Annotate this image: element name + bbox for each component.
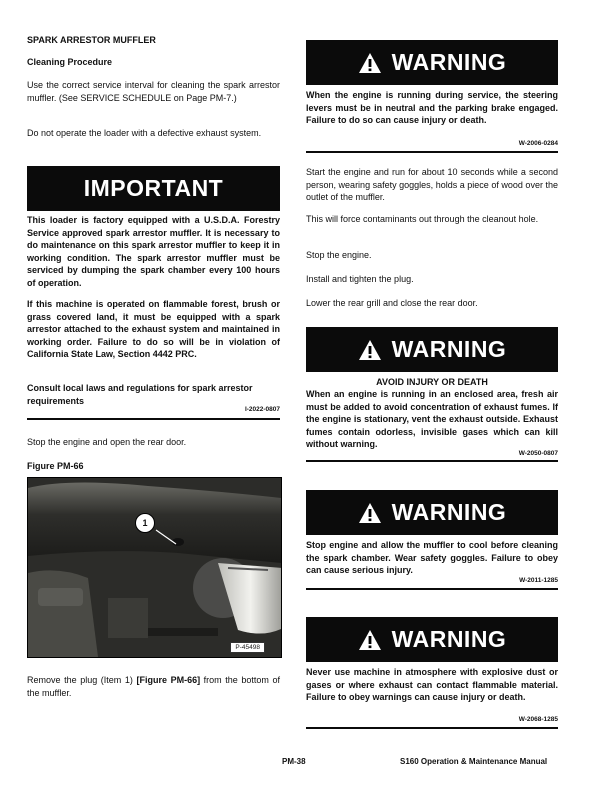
step-open-door: Stop the engine and open the rear door. xyxy=(27,437,187,447)
warning-header-4 xyxy=(306,617,558,662)
warning-text-4: Never use machine in atmosphere with explosive dust or gases or where exhaust can contact flammable material. Failure to obey warnings can cause injury or death. xyxy=(306,667,558,703)
warning-code-3: W-2011-1285 xyxy=(519,577,558,584)
warning-word: WARNING xyxy=(391,626,507,652)
step-start-engine: Start the engine and run for about 10 seconds while a second person, wearing safety goggles, holds a piece of wood over the outlet of the muffler. xyxy=(306,167,558,203)
important-text-1: This loader is factory equipped with a U.S.D.A. Forestry Service approved spark arrestor muffler. It is necessary to do maintenance on this spark arrestor muffler to keep it in working condition. The spark arrestor muffler must be serviced by dumping the spark chamber every 100 hours of operation. xyxy=(27,215,280,288)
section-title: SPARK ARRESTOR MUFFLER xyxy=(27,35,156,45)
warning-word: WARNING xyxy=(391,49,507,75)
step-lower-grill: Lower the rear grill and close the rear door. xyxy=(306,298,478,308)
warning-rule-1 xyxy=(306,151,558,153)
warning-triangle-icon xyxy=(358,52,382,74)
page-number: PM-38 xyxy=(282,757,306,766)
step-install-plug: Install and tighten the plug. xyxy=(306,274,414,284)
manual-title: S160 Operation & Maintenance Manual xyxy=(400,757,548,766)
warning-header-3 xyxy=(306,490,558,535)
warning-word: WARNING xyxy=(391,336,507,362)
important-rule xyxy=(27,418,280,420)
warning-text-3: Stop engine and allow the muffler to cool before cleaning the spark chamber. Wear safety goggles. Failure to obey can cause serious injury. xyxy=(306,540,558,576)
step-remove-plug: Remove the plug (Item 1) [Figure PM-66] from the bottom of the muffler. xyxy=(27,675,280,698)
warning-triangle-icon xyxy=(358,629,382,651)
step-force-contaminants: This will force contaminants out through the cleanout hole. xyxy=(306,214,539,224)
important-text-2: If this machine is operated on flammable forest, brush or grass covered land, it must be equipped with a spark arrestor attached to the exhaust system and maintained in working order. Failure to do so will be in violation of California State Law, Section 4442 PRC. xyxy=(27,299,280,360)
warning-text-2: When an engine is running in an enclosed area, fresh air must be added to avoid concentration of exhaust fumes. If the engine is stationary, vent the exhaust outside. Exhaust fumes contain odorless, invisible gases which can kill without warning. xyxy=(306,389,558,450)
important-text-3: Consult local laws and regulations for spark arrestor requirements xyxy=(27,383,253,406)
warning-word: WARNING xyxy=(391,499,507,525)
muffler-illustration xyxy=(28,478,281,657)
figure-title: Figure PM-66 xyxy=(27,461,84,471)
callout-item-1: 1 xyxy=(135,513,155,533)
warning-text-1: When the engine is running during service, the steering levers must be in neutral and the parking brake engaged. Failure to do so can cause injury or death. xyxy=(306,90,558,126)
warning-rule-2 xyxy=(306,460,558,462)
step-stop-engine: Stop the engine. xyxy=(306,250,372,260)
defect-paragraph: Do not operate the loader with a defective exhaust system. xyxy=(27,128,262,138)
warning-header-2 xyxy=(306,327,558,372)
warning-rule-3 xyxy=(306,588,558,590)
figure-muffler-photo xyxy=(27,477,282,658)
warning-triangle-icon xyxy=(358,502,382,524)
figure-code: P-45498 xyxy=(230,642,265,653)
warning-triangle-icon xyxy=(358,339,382,361)
important-header: IMPORTANT xyxy=(27,166,280,211)
warning-code-2: W-2050-0807 xyxy=(518,450,558,457)
important-code: I-2022-0807 xyxy=(244,406,280,413)
warning-code-4: W-2068-1285 xyxy=(518,716,558,723)
warning-rule-4 xyxy=(306,727,558,729)
warning-code-1: W-2006-0284 xyxy=(518,140,558,147)
warning-subheader-2: AVOID INJURY OR DEATH xyxy=(376,377,488,387)
intro-paragraph: Use the correct service interval for cleaning the spark arrestor muffler. (See SERVICE SCHEDULE on Page PM-7.) xyxy=(27,80,280,103)
warning-header-1 xyxy=(306,40,558,85)
subtitle: Cleaning Procedure xyxy=(27,57,113,67)
